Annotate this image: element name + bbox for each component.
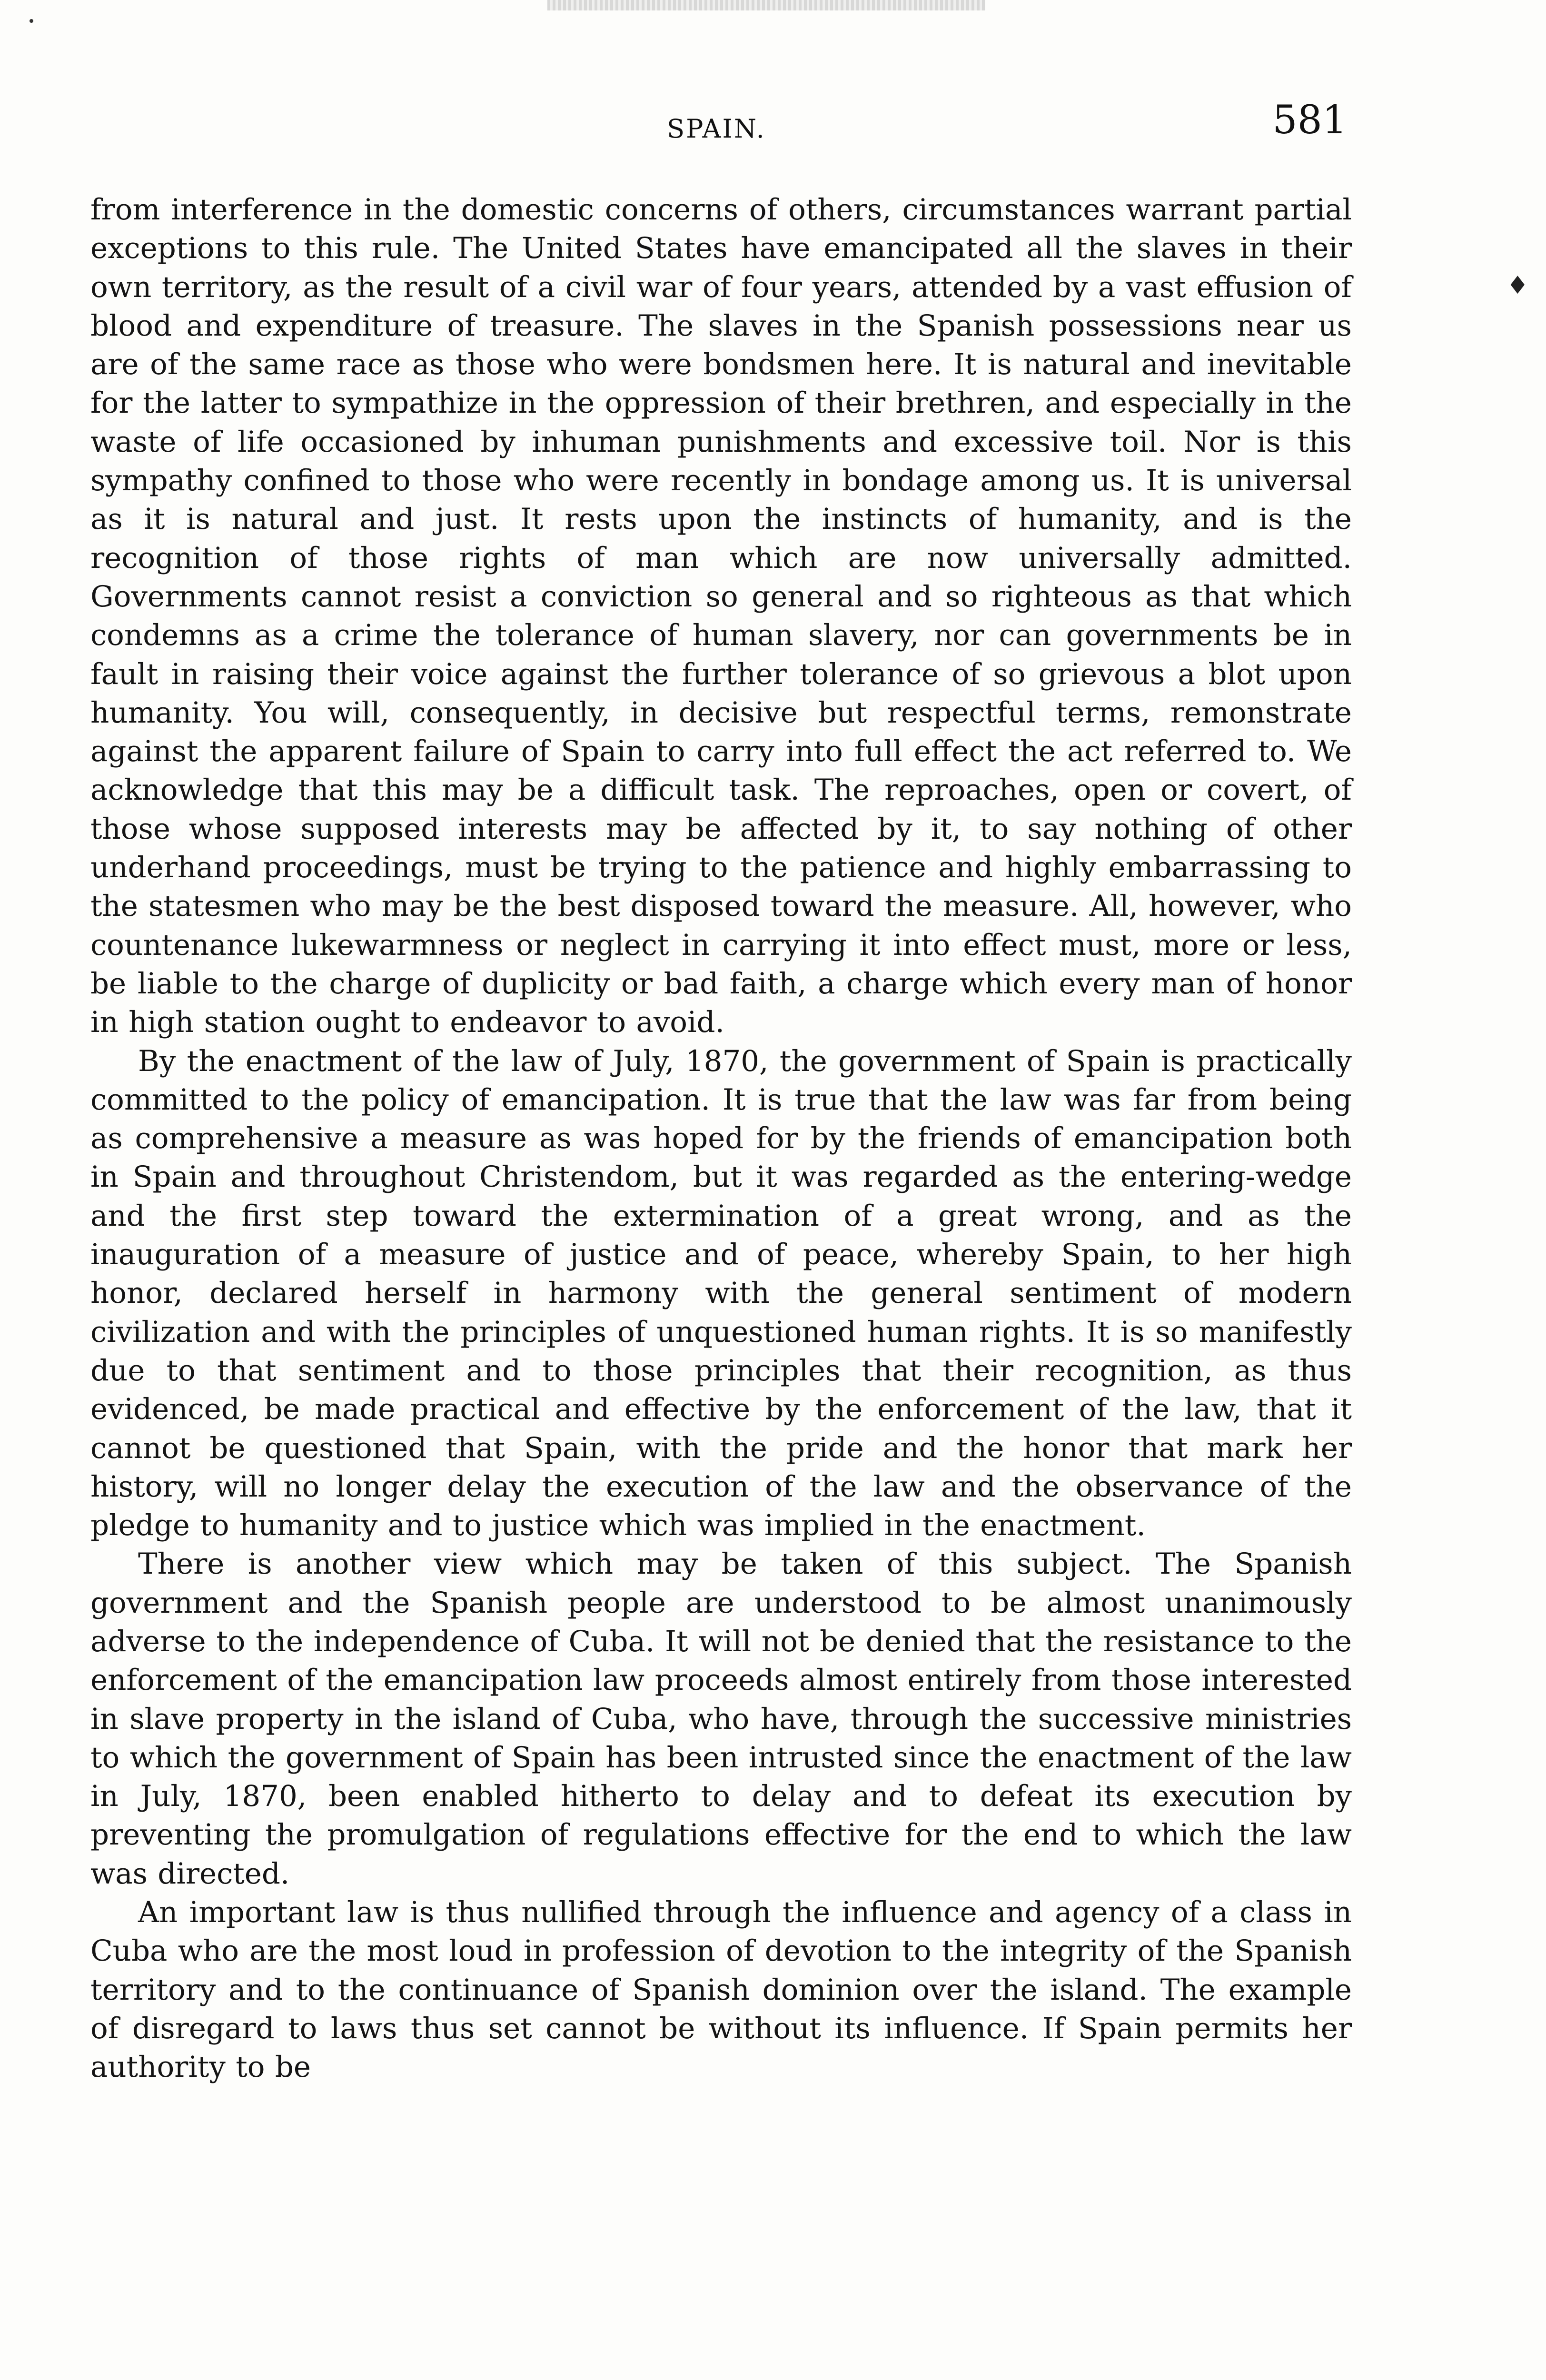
paragraph-emancipation-law: By the enactment of the law of July, 1870, the government of Spain is practically committed to the policy of emancipation. It is true that the law was far from being as comprehensive a measure as was hoped for by the friends of emancipation both in Spain and throughout Christendom, but it was regarded as the entering-wedge and the first step toward the extermination of a great wrong, and as the inauguration of a measure of justice and of peace, whereby Spain, to her high honor, declared herself in harmony with the general sentiment of modern civilization and with the principles of unquestioned human rights. It is so manifestly due to that sentiment and to those principles that their recognition, as thus evidenced, be made practical and effective by the enforcement of the law, that it cannot be questioned that Spain, with the pride and the honor that mark her history, will no longer delay the execution of the law and the observance of the pledge to humanity and to justice which was implied in the enactment. <box>90 1044 1352 1543</box>
scan-speck <box>30 19 33 23</box>
page-number: 581 <box>1272 98 1347 143</box>
margin-mark: ♦ <box>1506 271 1529 300</box>
paragraph-continued: from interference in the domestic concerns of others, circumstances warrant partial exceptions to this rule. The United States have emancipated all the slaves in their own territory, as the result of a civil war of four years, attended by a vast effusion of blood and expenditure of treasure. The slaves in the Spanish possessions near us are of the same race as those who were bondsmen here. It is natural and inevitable for the latter to sympathize in the oppression of their brethren, and especially in the waste of life occasioned by inhuman punishments and excessive toil. Nor is this sympathy confined to those who were recently in bondage among us. It is universal as it is natural and just. It rests upon the instincts of humanity, and is the recognition of those rights of man which are now universally admitted. Governments cannot resist a conviction so general and so righteous as that which condemns as a crime the tolerance of human slavery, nor can governments be in fault in raising their voice against the further tolerance of so grievous a blot upon humanity. You will, consequently, in decisive but respectful terms, remonstrate against the apparent failure of Spain to carry into full effect the act referred to. We acknowledge that this may be a difficult task. The reproaches, open or covert, of those whose supposed interests may be affected by it, to say nothing of other underhand proceedings, must be trying to the patience and highly embarrassing to the statesmen who may be the best disposed toward the measure. All, however, who countenance lukewarmness or neglect in carrying it into effect must, more or less, be liable to the charge of duplicity or bad faith, a charge which every man of honor in high station ought to endeavor to avoid. <box>90 193 1352 1040</box>
page-header <box>90 98 1347 150</box>
body-text <box>90 190 1352 2087</box>
running-title: SPAIN. <box>667 114 766 144</box>
scan-smudge <box>547 0 985 10</box>
paragraph-cuba-independence: There is another view which may be taken of this subject. The Spanish government and the Spanish people are understood to be almost unanimously adverse to the independence of Cuba. It will not be denied that the resistance to the enforcement of the emancipation law proceeds almost entirely from those interested in slave property in the island of Cuba, who have, through the successive ministries to which the government of Spain has been intrusted since the enactment of the law in July, 1870, been enabled hitherto to delay and to defeat its execution by preventing the promulgation of regulations effective for the end to which the law was directed. <box>90 1547 1352 1891</box>
paragraph-nullified-law: An important law is thus nullified through the influence and agency of a class in Cuba who are the most loud in profession of devotion to the integrity of the Spanish territory and to the continuance of Spanish dominion over the island. The example of disregard to laws thus set cannot be without its influence. If Spain permits her authority to be <box>90 1895 1352 2084</box>
